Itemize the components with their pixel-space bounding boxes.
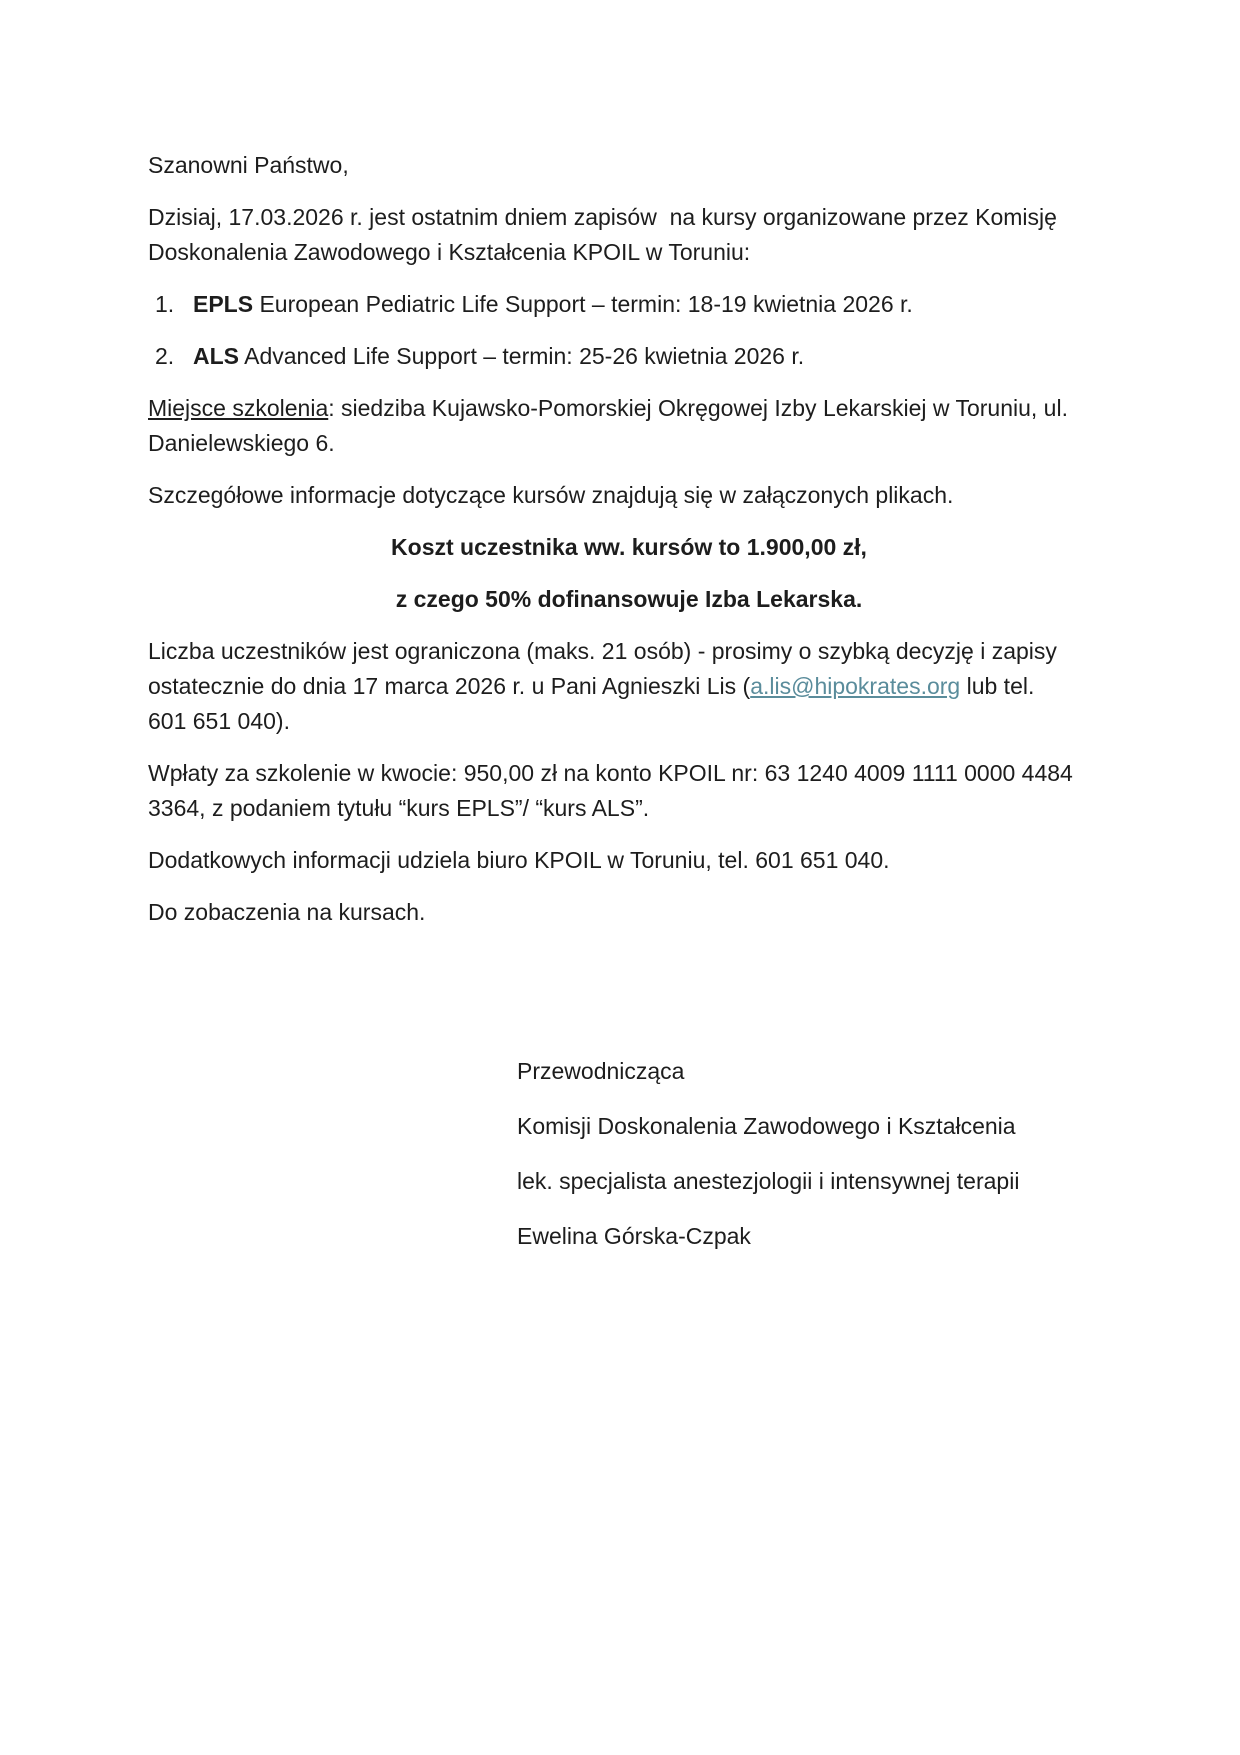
text-run: Wpłaty za szkolenie w kwocie: 950,00 zł na konto KPOIL nr: 63 1240 4009 1111 0000 4484 [148, 760, 1073, 786]
list-number: 2. [155, 343, 175, 369]
signature-title: Przewodnicząca [517, 1058, 685, 1084]
text-run: Szczegółowe informacje dotyczące kursów znajdują się w załączonych plikach. [148, 482, 954, 508]
text-run: Dzisiaj, 17.03.2026 r. jest ostatnim dniem zapisów na kursy organizowane przez Komisję [148, 204, 1057, 230]
spacer [148, 947, 1110, 1054]
text-run: z czego 50% dofinansowuje Izba Lekarska. [395, 586, 863, 612]
paragraph-registration [148, 634, 1110, 739]
text-run: Dodatkowych informacji udziela biuro KPOIL w Toruniu, tel. 601 651 040. [148, 847, 890, 873]
text-run: Advanced Life Support – termin: 25-26 kwietnia 2026 r. [239, 343, 805, 369]
text-run: ALS [193, 343, 239, 369]
text-run: Do zobaczenia na kursach. [148, 899, 426, 925]
paragraph-farewell [148, 895, 1110, 930]
text-run: : siedziba Kujawsko-Pomorskiej Okręgowej Izby Lekarskiej w Toruniu, ul. [328, 395, 1068, 421]
text-run: Danielewskiego 6. [148, 430, 335, 456]
list-item-text [193, 339, 804, 374]
text-run: ostatecznie do dnia 17 marca 2026 r. u Pani Agnieszki Lis ( [148, 673, 751, 699]
text-run: 601 651 040). [148, 708, 290, 734]
text-run: Doskonalenia Zawodowego i Kształcenia KPOIL w Toruniu: [148, 239, 751, 265]
list-item-text [193, 287, 913, 322]
text-run: EPLS [193, 291, 254, 317]
text-run: Szanowni Państwo, [148, 152, 349, 178]
signature-organization: Komisji Doskonalenia Zawodowego i Kształcenia [517, 1113, 1016, 1139]
signature-name: Ewelina Górska-Czpak [517, 1223, 751, 1249]
signature-block [517, 1054, 1110, 1254]
text-run: 3364, z podaniem tytułu “kurs EPLS”/ “kurs ALS”. [148, 795, 650, 821]
paragraph-cost-line2 [148, 582, 1110, 617]
text-run: Miejsce szkolenia [148, 395, 329, 421]
paragraph-more-info [148, 843, 1110, 878]
text-run: Liczba uczestników jest ograniczona (maks. 21 osób) - prosimy o szybką decyzję i zapisy [148, 638, 1057, 664]
list-number: 1. [155, 291, 175, 317]
signature-specialty: lek. specjalista anestezjologii i intensywnej terapii [517, 1168, 1020, 1194]
paragraph-location [148, 391, 1110, 461]
paragraph-intro [148, 200, 1110, 270]
list-item-als [148, 339, 1110, 374]
paragraph-cost-line1 [148, 530, 1110, 565]
paragraph-greeting [148, 148, 1110, 183]
list-item-epls [148, 287, 1110, 322]
text-run: lub tel. [960, 673, 1035, 699]
paragraph-payment [148, 756, 1110, 826]
email-link[interactable]: a.lis@hipokrates.org [750, 673, 961, 699]
text-run: European Pediatric Life Support – termin: 18-19 kwietnia 2026 r. [253, 291, 913, 317]
paragraph-details [148, 478, 1110, 513]
text-run: Koszt uczestnika ww. kursów to 1.900,00 zł, [391, 534, 867, 560]
